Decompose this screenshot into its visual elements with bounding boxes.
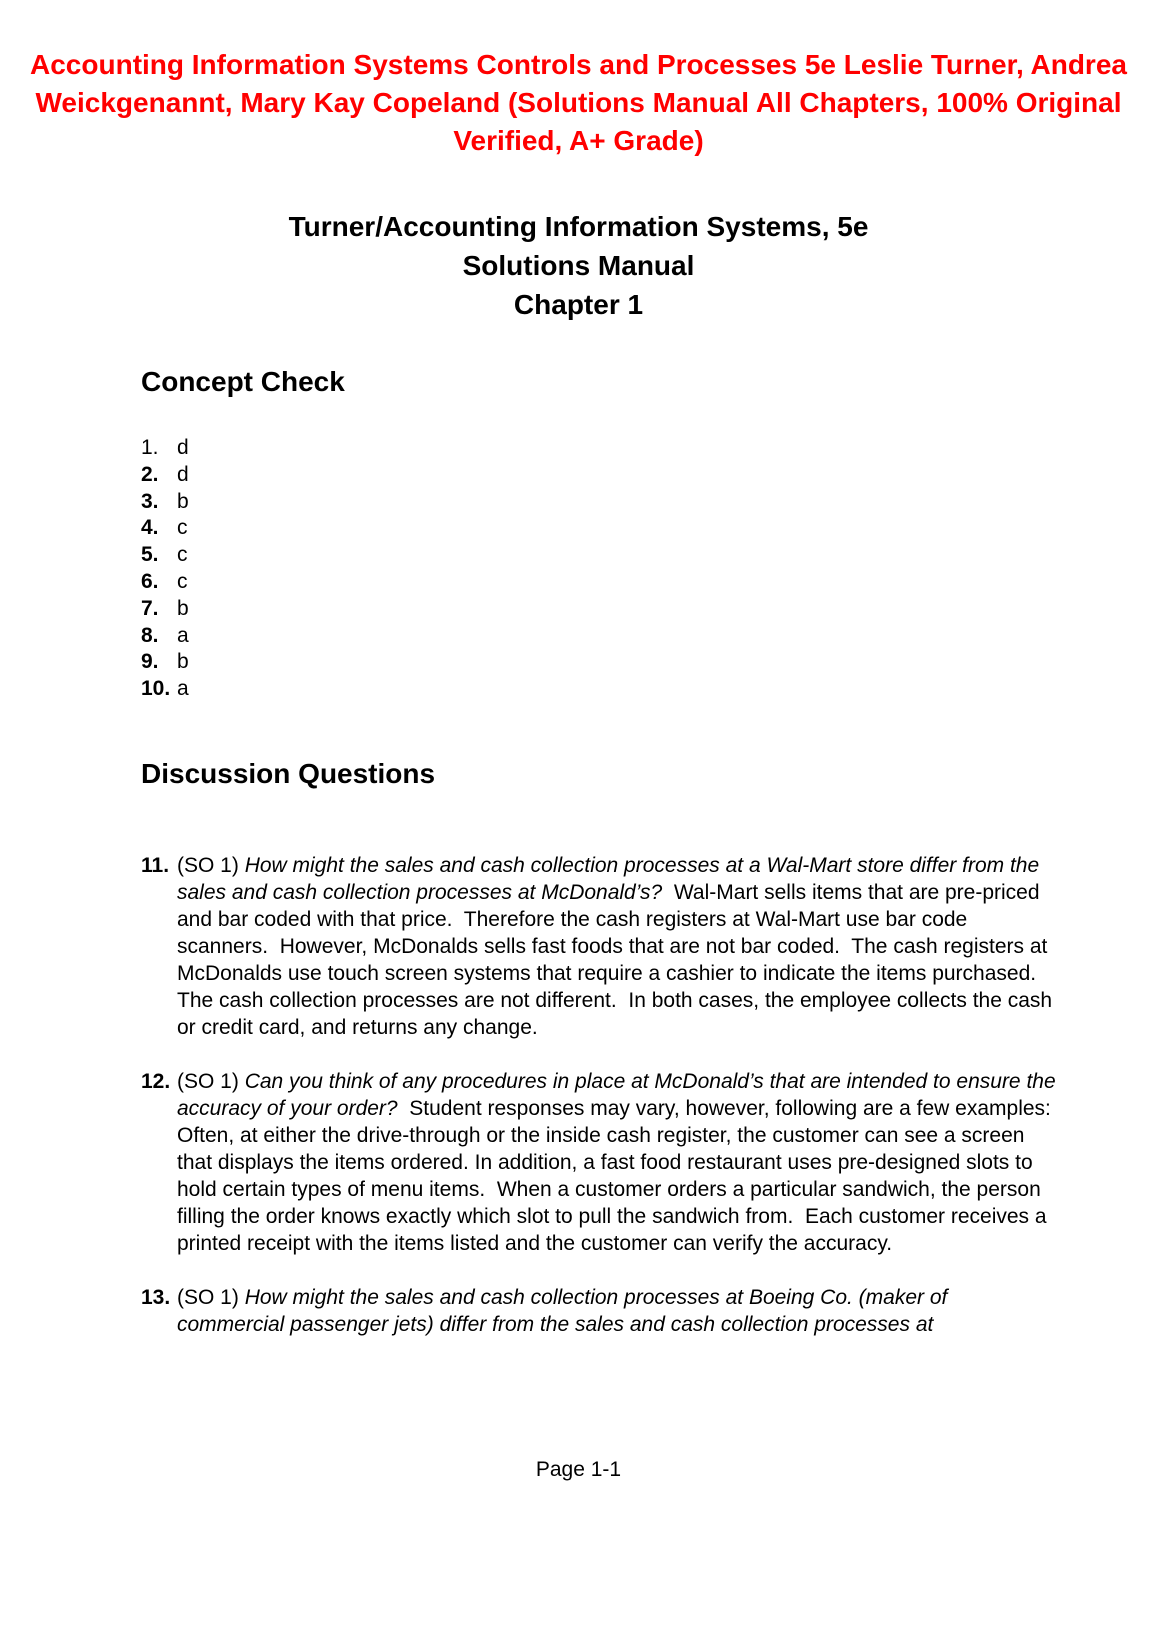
- answer-letter: c: [177, 569, 188, 593]
- answer-letter: d: [177, 462, 189, 486]
- answer-letter: c: [177, 516, 188, 540]
- study-objective: (SO 1): [177, 1286, 245, 1309]
- question-text: Can you think of any procedures in place at McDonald’s that are intended to ensure the accuracy of your order?: [177, 1070, 1056, 1120]
- question-number: 13.: [141, 1286, 171, 1309]
- answer-letter: a: [177, 677, 189, 701]
- answer-text: Wal-Mart sells items that are pre-priced and bar coded with that price. Therefore the cash registers at Wal-Mart use bar code scanners. However, McDonalds sells fast foods that are not bar coded. The cash registers at McDonalds use touch screen systems that require a cashier to indicate the items purchased. The cash collection processes are not different. In both cases, the employee collects the cash or credit card, and returns any change.: [177, 881, 1058, 1039]
- answer-item: [141, 435, 189, 462]
- discussion-questions-heading: Discussion Questions: [141, 758, 436, 789]
- answer-number: 2.: [141, 462, 159, 486]
- study-objective: (SO 1): [177, 854, 245, 877]
- document-banner: Accounting Information Systems Controls and Processes 5e Leslie Turner, Andrea Weickgenannt, Mary Kay Copeland (Solutions Manual All Chapters, 100% Original Verified, A+ Grade): [30, 49, 1127, 156]
- answer-number: 8.: [141, 623, 159, 647]
- manual-title: Solutions Manual: [462, 250, 695, 281]
- answer-number: 9.: [141, 650, 159, 674]
- answer-item: [141, 623, 189, 650]
- study-objective: (SO 1): [177, 1070, 245, 1093]
- answer-letter: d: [177, 436, 189, 459]
- answer-number: 10.: [141, 677, 171, 701]
- question-number: 11.: [141, 854, 170, 877]
- answer-number: 7.: [141, 596, 159, 620]
- question-body: [177, 1068, 1063, 1257]
- answer-letter: a: [177, 623, 189, 647]
- answer-number: 1.: [141, 436, 159, 459]
- question-body: [177, 1284, 1057, 1338]
- answer-item: [141, 542, 189, 569]
- answer-item: [141, 489, 189, 516]
- answer-number: 3.: [141, 489, 159, 513]
- page-number: Page 1-1: [535, 1458, 622, 1481]
- document-title-block: [0, 207, 1157, 324]
- answer-letter: b: [177, 596, 189, 620]
- concept-check-heading: Concept Check: [141, 366, 345, 397]
- answer-number: 5.: [141, 543, 159, 567]
- question-body: [177, 852, 1057, 1041]
- answer-item: [141, 596, 189, 623]
- answer-item: [141, 676, 189, 703]
- answer-text: Student responses may vary, however, following are a few examples: Often, at either the drive-through or the inside cash register, the customer can see a screen that displays the items ordered. In addition, a fast food restaurant uses pre-designed slots to hold certain types of menu items. When a customer orders a particular sandwich, the person filling the order knows exactly which slot to pull the sandwich from. Each customer receives a printed receipt with the items listed and the customer can verify the accuracy.: [177, 1097, 1063, 1255]
- answer-number: 6.: [141, 569, 159, 593]
- answer-letter: b: [177, 489, 189, 513]
- chapter-title: Chapter 1: [513, 289, 644, 320]
- answer-item: [141, 515, 189, 542]
- question-text: How might the sales and cash collection processes at Boeing Co. (maker of commercial passenger jets) differ from the sales and cash collection processes at: [177, 1286, 948, 1336]
- question-item: [141, 1284, 1057, 1338]
- book-title: Turner/Accounting Information Systems, 5e: [288, 211, 869, 242]
- question-item: [141, 1068, 1063, 1257]
- answer-item: [141, 649, 189, 676]
- question-item: [141, 852, 1057, 1041]
- answer-letter: b: [177, 650, 189, 674]
- question-number: 12.: [141, 1070, 171, 1093]
- answer-number: 4.: [141, 516, 159, 540]
- discussion-question-list: [141, 852, 1063, 1365]
- answer-letter: c: [177, 543, 188, 567]
- answer-item: [141, 462, 189, 489]
- concept-check-answers: [141, 435, 189, 703]
- answer-item: [141, 569, 189, 596]
- question-text: How might the sales and cash collection processes at a Wal-Mart store differ from the sales and cash collection processes at McDonald’s?: [177, 854, 1040, 904]
